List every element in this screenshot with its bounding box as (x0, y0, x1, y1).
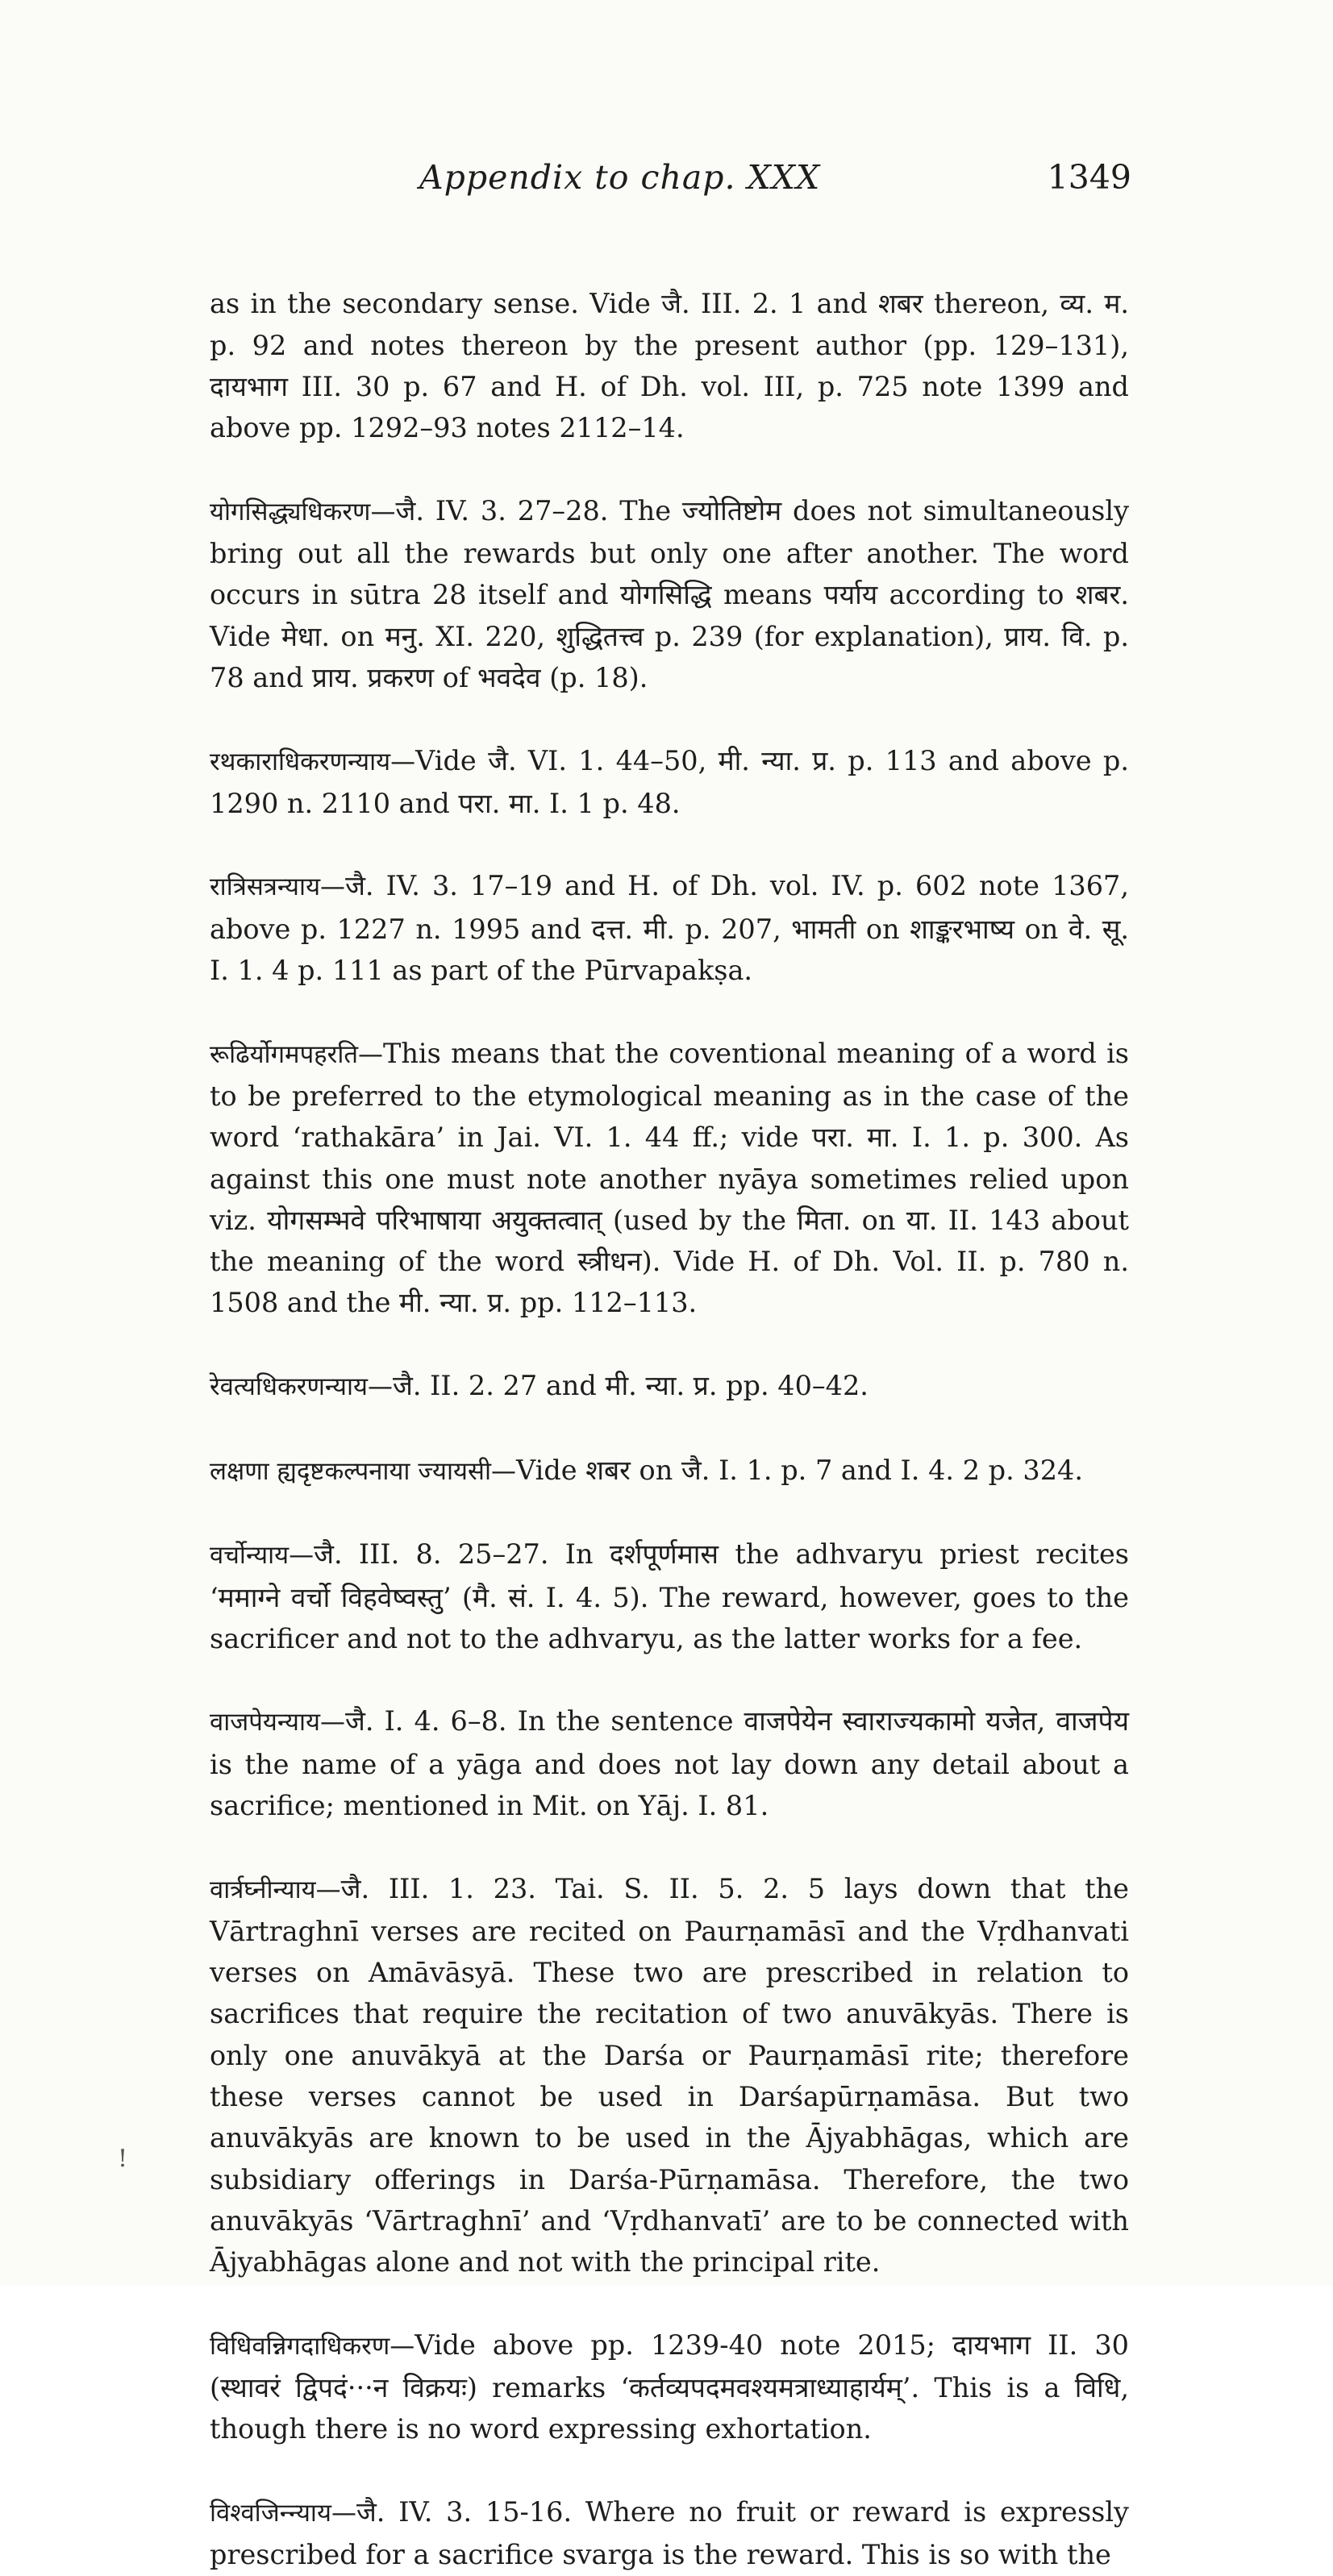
margin-mark: ! (118, 2145, 128, 2173)
running-title: Appendix to chap. XXX (419, 158, 821, 197)
entry-text: जै. I. 4. 6–8. In the sentence वाजपेयेन स्वाराज्यकामो यजेत, वाजपेय is the name of a yāga and does not lay down any detail about a sacrifice; mentioned in Mit. on Yāj. I. 81. (210, 1705, 1129, 1821)
entry-text: जै. IV. 3. 17–19 and H. of Dh. vol. IV. p. 602 note 1367, above p. 1227 n. 1995 and दत्त. मी. p. 207, भामती on शाङ्करभाष्य on वे. सू. I. 1. 4 p. 111 as part of the Pūrvapakṣa. (210, 870, 1129, 987)
entry-paragraph (165, 448, 1129, 698)
entry-text: as in the secondary sense. Vide जै. III. 2. 1 and शबर thereon, व्य. म. p. 92 and notes thereon by the present author (pp. 129–131), दायभाग III. 30 p. 67 and H. of Dh. vol. III, p. 725 note 1399 and above pp. 1292–93 notes 2112–14. (210, 288, 1129, 444)
page-header (0, 158, 1333, 214)
entry-text: जै. IV. 3. 15-16. Where no fruit or reward is expressly prescribed for a sacrifice svarga is the reward. This is so with the (210, 2496, 1129, 2571)
entry-term: विधिवन्निगदाधिकरण— (210, 2331, 415, 2361)
entry-text: जै. IV. 3. 27–28. The ज्योतिष्टोम does not simultaneously bring out all the rewards but only one after another. The word occurs in sūtra 28 itself and योगसिद्धि means पर्याय according to शबर. Vide मेधा. on मनु. XI. 220, शुद्धितत्त्व p. 239 (for explanation), प्राय. वि. p. 78 and प्राय. प्रकरण of भवदेव (p. 18). (210, 494, 1129, 693)
entry-paragraph (165, 1324, 1129, 1409)
entry-paragraph (165, 1492, 1129, 1659)
entry-text: Vide जै. VI. 1. 44–50, मी. न्या. प्र. p. 113 and above p. 1290 n. 2110 and परा. मा. I. 1 p. 48. (210, 744, 1129, 819)
entry-text: जै. III. 8. 25–27. In दर्शपूर्णमास the adhvaryu priest recites ‘ममाग्ने वर्चो विहवेष्वस्तु’ (मै. सं. I. 4. 5). The reward, however, goes to the sacrificer and not to the adhvaryu, as the latter works for a fee. (210, 1538, 1129, 1654)
entry-text: जै. III. 1. 23. Tai. S. II. 5. 2. 5 lays down that the Vārtraghnī verses are recited on Paurṇamāsī and the Vṛdhanvati verses on Amāvāsyā. These two are prescribed in relation to sacrifices that require the recitation of two anuvākyās. There is only one anuvākyā at the Darśa or Paurṇamāsī rite; therefore these verses cannot be used in Darśapūrṇamāsa. But two anuvākyās are known to be used in the Ājyabhāgas, which are subsidiary offerings in Darśa-Pūrṇamāsa. Therefore, the two anuvākyās ‘Vārtraghnī’ and ‘Vṛdhanvatī’ are to be connected with Ājyabhāgas alone and not with the principal rite. (210, 1872, 1129, 2278)
page-body (165, 242, 1129, 2576)
entry-term: वार्त्रघ्नीन्याय— (210, 1875, 341, 1904)
entry-text: This means that the coventional meaning of a word is to be preferred to the etymological meaning as in the case of the word ‘rathakāra’ in Jai. VI. 1. 44 ff.; vide परा. मा. I. 1. p. 300. As against this one must note another nyāya sometimes relied upon viz. योगसम्भवे परिभाषाया अयुक्तत्वात् (used by the मिता. on या. II. 143 about the meaning of the word स्त्रीधन). Vide H. of Dh. Vol. II. p. 780 n. 1508 and the मी. न्या. प्र. pp. 112–113. (210, 1037, 1129, 1319)
entry-paragraph (165, 1408, 1129, 1492)
page-number: 1349 (1047, 158, 1131, 197)
entry-term: वाजपेयन्याय— (210, 1708, 345, 1737)
entry-paragraph (165, 1826, 1129, 2283)
entry-term: लक्षणा ह्यदृष्टकल्पनाया ज्यायसी— (210, 1456, 517, 1486)
entry-text: Vide above pp. 1239-40 note 2015; दायभाग II. 30 (स्थावरं द्विपदं···न विक्रयः) remarks ‘कर्तव्यपदमवश्यमत्राध्याहार्यम्’. This is a विधि, though there is no word expressing exhortation. (210, 2328, 1129, 2445)
entry-paragraph (165, 991, 1129, 1323)
entry-text: Vide शबर on जै. I. 1. p. 7 and I. 4. 2 p. 324. (516, 1454, 1083, 1486)
entry-term: विश्वजिन्न्याय— (210, 2499, 356, 2528)
entry-paragraph (165, 2450, 1129, 2576)
entry-paragraph (165, 824, 1129, 991)
entry-paragraph (165, 698, 1129, 824)
entry-term: रथकाराधिकरणन्याय— (210, 747, 416, 776)
entry-term: योगसिद्ध्यधिकरण— (210, 497, 396, 526)
entry-paragraph (165, 1659, 1129, 1826)
entry-term: वर्चोन्याय— (210, 1541, 315, 1571)
entry-term: रूढिर्योगमपहरति— (210, 1039, 384, 1069)
entry-term: रात्रिसत्रन्याय— (210, 872, 346, 902)
entry-paragraph (165, 242, 1129, 448)
entry-term: रेवत्यधिकरणन्याय— (210, 1372, 394, 1402)
entry-text: जै. II. 2. 27 and मी. न्या. प्र. pp. 40–42. (393, 1370, 869, 1402)
entry-paragraph (165, 2283, 1129, 2450)
